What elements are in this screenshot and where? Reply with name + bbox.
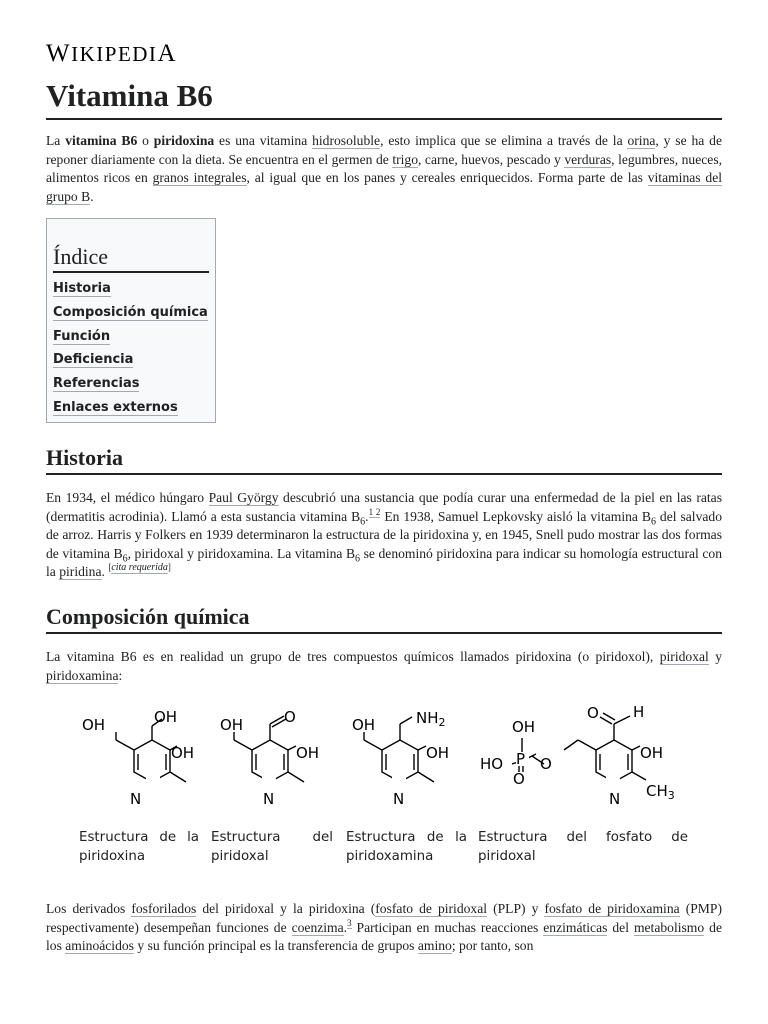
svg-text:HO: HO: [480, 755, 504, 773]
link-trigo[interactable]: trigo: [392, 151, 419, 167]
logo-middle-letters: IKIPEDI: [71, 42, 158, 66]
svg-text:O: O: [284, 708, 296, 726]
link-vitaminas-grupo-b[interactable]: vitaminas del grupo B: [46, 170, 723, 204]
link-fosfato-de-piridoxamina[interactable]: fosfato de piridoxamina: [544, 901, 680, 916]
link-piridoxal[interactable]: piridoxal: [659, 649, 709, 664]
link-paul-gyorgy[interactable]: Paul György: [208, 490, 279, 505]
toc-item-deficiencia[interactable]: Deficiencia: [53, 352, 134, 368]
svg-text:OH: OH: [512, 718, 536, 736]
svg-text:N: N: [263, 790, 275, 808]
historia-paragraph: En 1934, el médico húngaro Paul György descubrió una sustancia que podía curar una enfermedad de la piel en las ratas (dermatitis acrodinia). Llamó a esta sustancia vitamina $B_6.^{1 2}$ En 1938, Samuel Lepkovsky aisló la vitamina $B_6$ del salvado de arroz. Harris y Folkers en 1939 determinaron la estructura de la piridoxina y, en 1945, Snell pudo mostrar las dos formas de vitamina $B_6$, piridoxal y piridoxamina. La vitamina $B_6$ se denominó piridoxina para indicar su homología estructural con la piridina. [cita requerida]: [46, 490, 723, 579]
svg-text:N: N: [130, 790, 142, 808]
section-heading-historia: Historia: [46, 443, 722, 475]
svg-text:N: N: [393, 790, 405, 808]
link-piridina[interactable]: piridina: [59, 564, 102, 579]
citation-needed[interactable]: [cita requerida]: [108, 562, 171, 574]
svg-text:OH: OH: [640, 744, 664, 762]
structure-piridoxina: [78, 702, 208, 812]
reference-3[interactable]: 3: [347, 917, 352, 928]
svg-text:NH2: $NH_2$: [416, 709, 446, 729]
svg-text:H: H: [633, 703, 645, 721]
link-orina[interactable]: orina: [627, 133, 656, 148]
svg-text:O: O: [513, 770, 525, 788]
structure-piridoxamina: [342, 702, 472, 812]
derivados-paragraph: Los derivados fosforilados del piridoxal y la piridoxina (fosfato de piridoxal (PLP) y fosfato de piridoxamina (PMP) respectivamente) desempeñan funciones de coenzima.$^3$ Participan en muchas reacciones enzimáticas del metabolismo de los aminoácidos y su función principal es la transferencia de grupos amino; por tanto, son: [46, 901, 722, 953]
svg-text:O: O: [587, 704, 599, 722]
toc-item-referencias[interactable]: Referencias: [53, 376, 140, 392]
intro-paragraph: La vitamina B6 o piridoxina es una vitamina hidrosoluble, esto implica que se elimina a través de la orina, y se ha de reponer diariamente con la dieta. Se encuentra en el germen de trigo, carne, huevos, pescado y verduras, legumbres, nueces, alimentos ricos en granos integrales, al igual que en los panes y cereales enriquecidos. Forma parte de las vitaminas del grupo B.: [46, 133, 723, 204]
logo-first-letter: W: [46, 40, 72, 67]
svg-text:OH: OH: [426, 744, 450, 762]
link-piridoxamina[interactable]: piridoxamina: [46, 667, 119, 683]
caption-fosfato-de-piridoxal: Estructura del fosfato de piridoxal: [478, 830, 688, 864]
svg-text:N: N: [609, 790, 621, 808]
structure-fosfato-de-piridoxal: [476, 702, 706, 814]
svg-text:O: O: [540, 755, 552, 773]
section-heading-composicion-quimica: Composición química: [46, 602, 722, 634]
link-fosfato-de-piridoxal[interactable]: fosfato de piridoxal: [375, 901, 488, 916]
link-coenzima[interactable]: coenzima: [291, 919, 344, 935]
page-title: Vitamina B6: [46, 74, 722, 120]
toc-list: [53, 277, 209, 420]
link-amino[interactable]: amino: [417, 938, 452, 953]
link-metabolismo[interactable]: metabolismo: [633, 919, 705, 935]
link-granos-integrales[interactable]: granos integrales: [152, 170, 247, 185]
svg-text:CH3: $CH_3$: [646, 782, 675, 802]
toc-item-funcion[interactable]: Función: [53, 328, 111, 344]
link-aminoacidos[interactable]: aminoácidos: [65, 938, 134, 953]
wikipedia-logo[interactable]: [46, 40, 177, 68]
bold-term-piridoxina: piridoxina: [153, 133, 215, 148]
svg-text:P: P: [516, 750, 526, 768]
logo-last-letter: A: [157, 40, 177, 67]
link-verduras[interactable]: verduras: [564, 151, 612, 167]
bold-term-vitamina-b6: vitamina B6: [65, 133, 138, 148]
reference-1-2[interactable]: 1 2: [368, 506, 381, 517]
caption-piridoxamina: Estructura de la piridoxamina: [346, 830, 467, 864]
svg-text:OH: OH: [171, 744, 195, 762]
structure-piridoxal: [208, 702, 338, 812]
svg-text:OH: OH: [220, 716, 244, 734]
toc-item-composicion-quimica[interactable]: Composición química: [53, 304, 208, 320]
toc-item-enlaces-externos[interactable]: Enlaces externos: [53, 399, 178, 415]
caption-piridoxal: Estructura del piridoxal: [211, 830, 333, 864]
svg-text:OH: OH: [154, 708, 178, 726]
svg-text:OH: OH: [82, 716, 106, 734]
composicion-paragraph: La vitamina B6 es en realidad un grupo de tres compuestos químicos llamados piridoxina (o piridoxol), piridoxal y piridoxamina:: [46, 649, 722, 683]
caption-piridoxina: Estructura de la piridoxina: [79, 830, 199, 864]
table-of-contents: [46, 218, 216, 423]
svg-text:OH: OH: [352, 716, 376, 734]
link-hidrosoluble[interactable]: hidrosoluble: [312, 133, 381, 148]
link-enzimaticas[interactable]: enzimáticas: [543, 919, 608, 935]
toc-item-historia[interactable]: Historia: [53, 281, 111, 296]
svg-text:OH: OH: [296, 744, 320, 762]
link-fosforilados[interactable]: fosforilados: [131, 901, 197, 916]
toc-title: Índice: [53, 243, 209, 273]
